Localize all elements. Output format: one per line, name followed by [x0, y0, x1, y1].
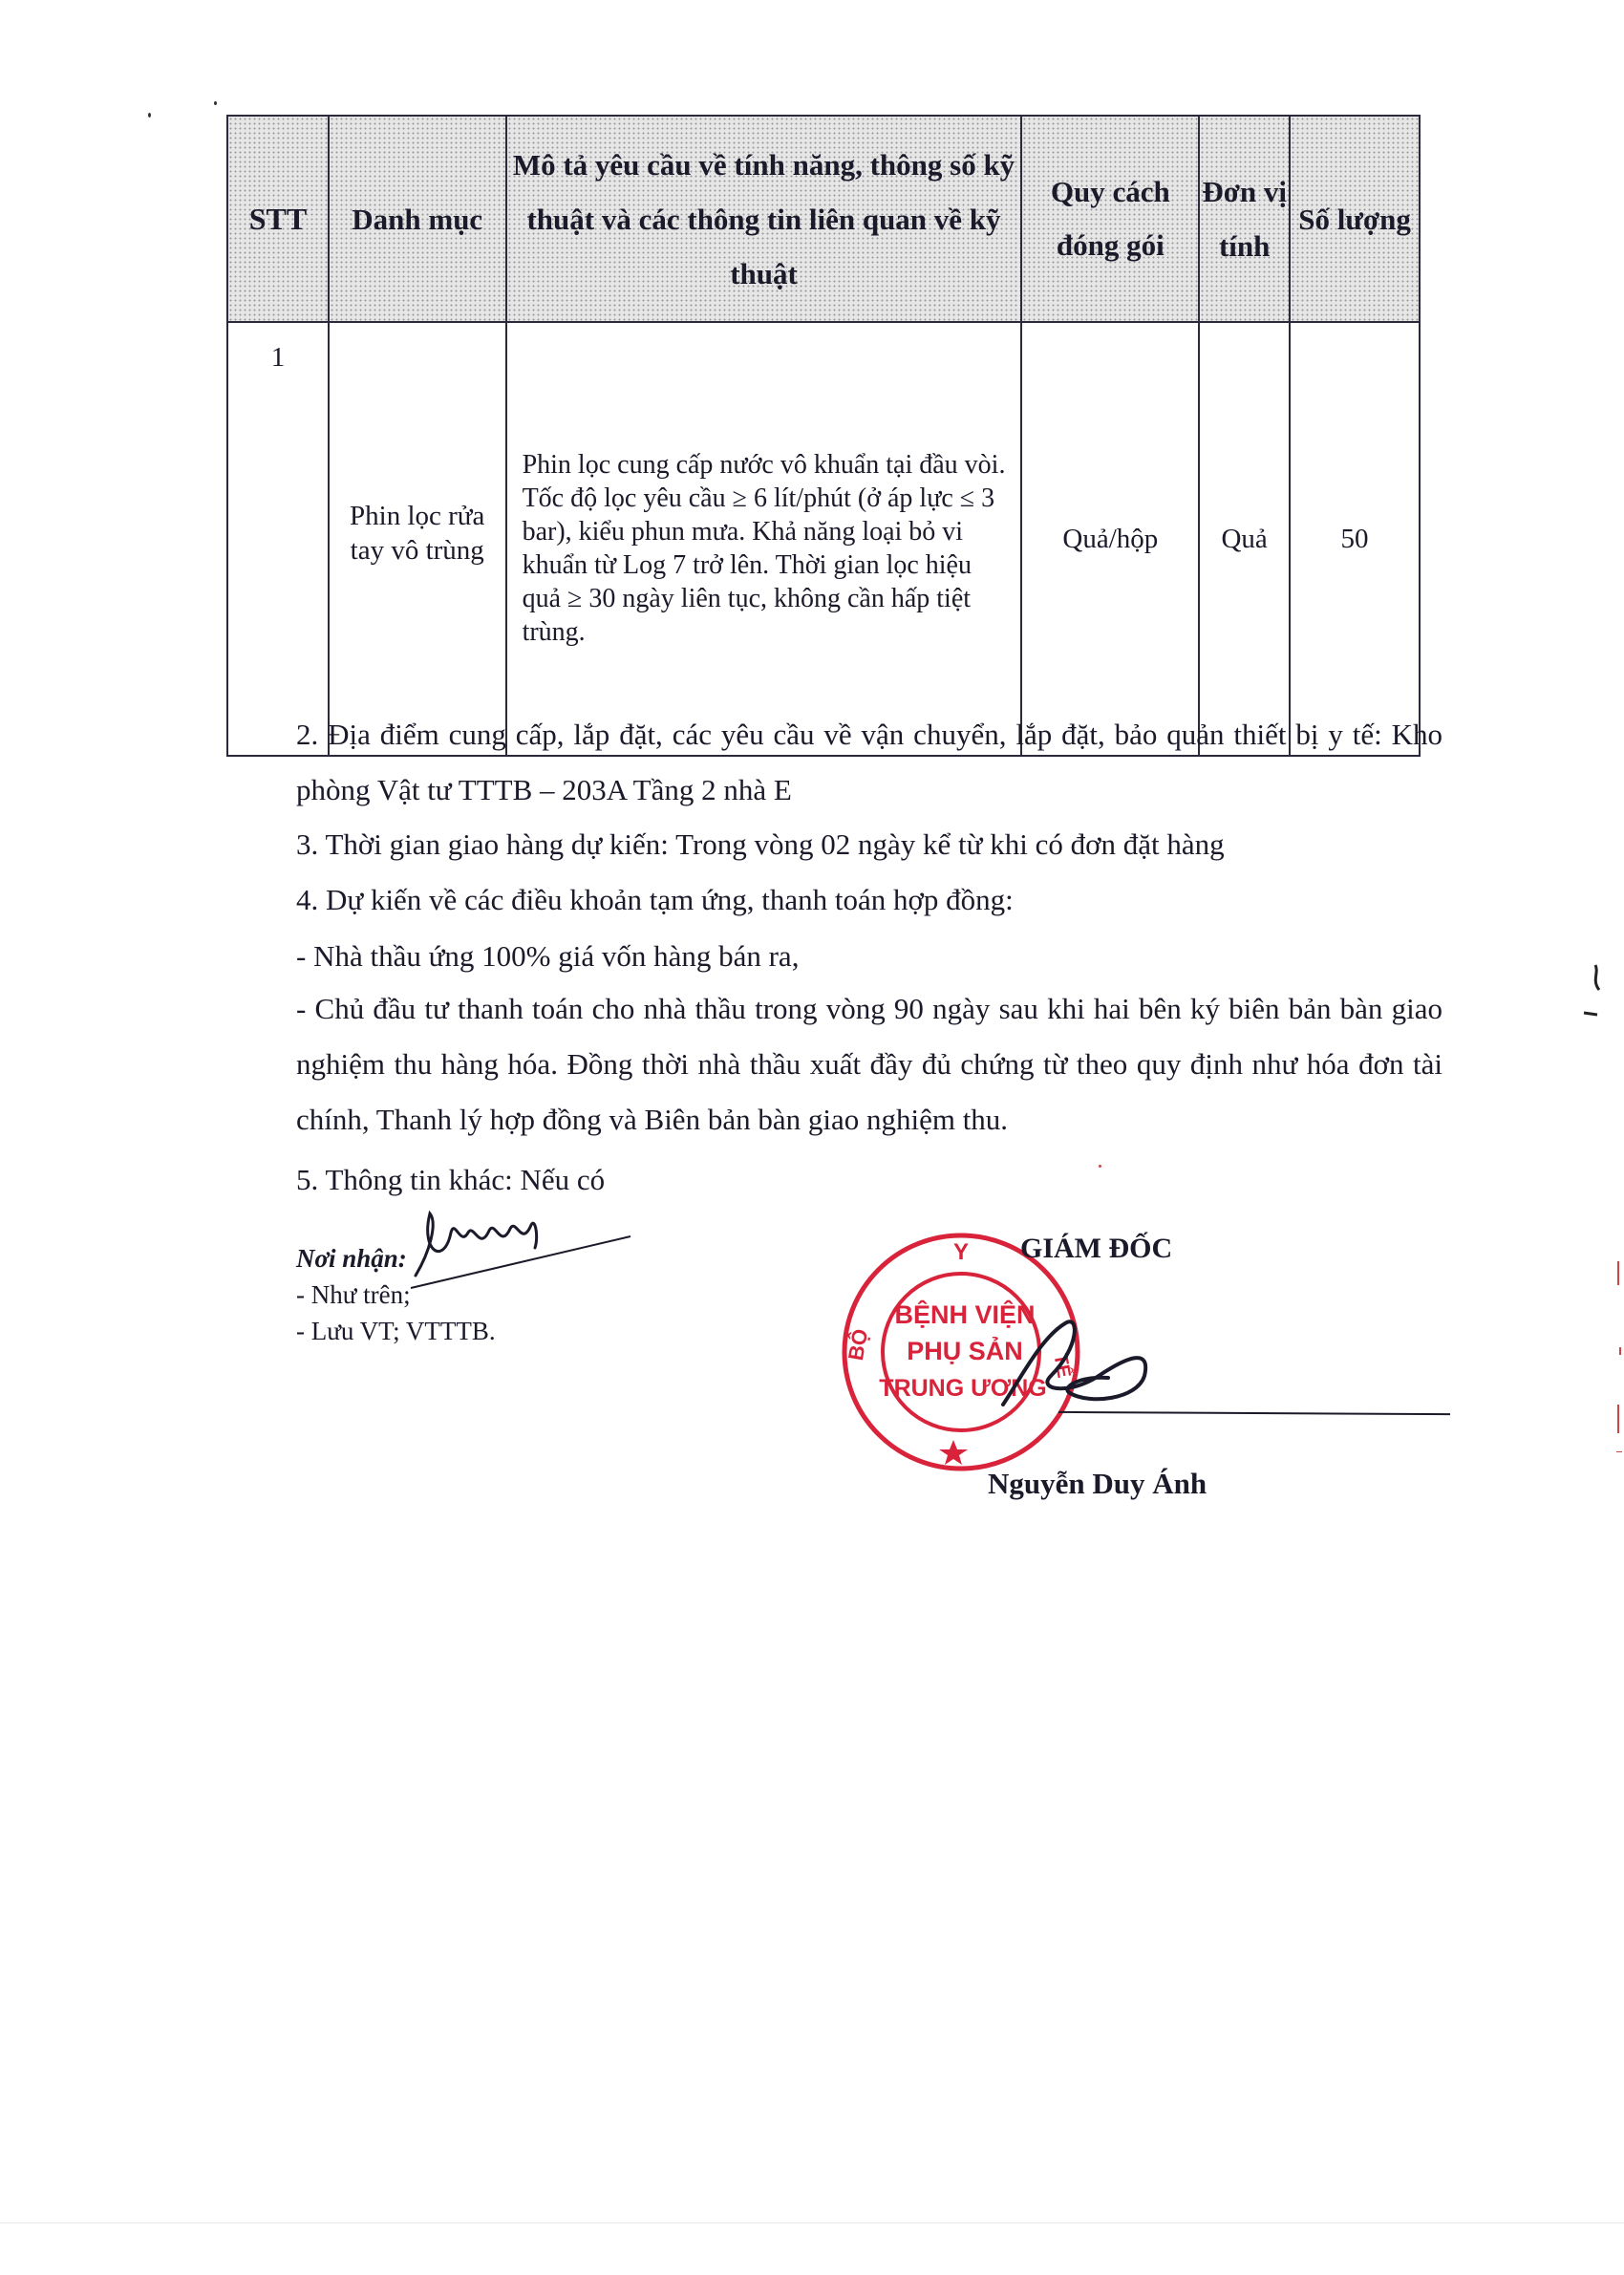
recipient-item: - Lưu VT; VTTTB.	[296, 1317, 496, 1345]
header-unit: Đơn vị tính	[1199, 116, 1290, 322]
signature-line	[1058, 1411, 1450, 1415]
stamp-line-2: PHỤ SẢN	[907, 1337, 1023, 1365]
header-stt: STT	[227, 116, 329, 322]
table-row	[227, 322, 1420, 756]
section-4a-advance: - Nhà thầu ứng 100% giá vốn hàng bán ra,	[296, 939, 800, 973]
stamp-top-letter: Y	[952, 1239, 970, 1265]
header-category: Danh mục	[329, 116, 506, 322]
stamp-left-letters: BỘ	[843, 1326, 873, 1363]
recipient-item: - Như trên;	[296, 1280, 411, 1309]
cell-quantity: 50	[1290, 322, 1420, 756]
section-4-payment-terms: 4. Dự kiến về các điều khoản tạm ứng, thanh toán hợp đồng:	[296, 883, 1014, 916]
stamp-star-icon	[939, 1440, 968, 1465]
cell-unit: Quả	[1199, 322, 1290, 756]
scan-speck	[148, 113, 151, 118]
recipients-label: Nơi nhận:	[296, 1244, 407, 1273]
stamp-right-letter: TẾ	[1049, 1351, 1075, 1380]
initial-signature	[392, 1194, 640, 1299]
section-4b-payment: - Chủ đầu tư thanh toán cho nhà thầu trong vòng 90 ngày sau khi hai bên ký biên bản bàn giao nghiệm thu hàng hóa. Đồng thời nhà thầu xuất đầy đủ chứng từ theo quy định như hóa đơn tài chính, Thanh lý hợp đồng và Biên bản bàn giao nghiệm thu.	[296, 992, 1442, 1136]
director-title: GIÁM ĐỐC	[1020, 1233, 1173, 1264]
cell-packaging: Quả/hộp	[1021, 322, 1199, 756]
stamp-line-1: BỆNH VIỆN	[894, 1300, 1036, 1329]
stamp-line-3: TRUNG ƯƠNG	[879, 1375, 1047, 1402]
header-packaging: Quy cách đóng gói	[1021, 116, 1199, 322]
page-bottom-edge	[0, 2222, 1624, 2223]
director-signature	[984, 1309, 1175, 1414]
scan-edge-marks	[1576, 955, 1624, 1452]
scan-speck	[214, 101, 217, 105]
cell-category: Phin lọc rửa tay vô trùng	[329, 322, 506, 756]
table-header-row	[227, 116, 1420, 322]
section-2-delivery-location: 2. Địa điểm cung cấp, lắp đặt, các yêu cầu về vận chuyển, lắp đặt, bảo quản thiết bị y tế: Kho phòng Vật tư TTTB – 203A Tầng 2 nhà E	[296, 718, 1442, 806]
director-name: Nguyễn Duy Ánh	[988, 1467, 1207, 1500]
cell-description: Phin lọc cung cấp nước vô khuẩn tại đầu vòi. Tốc độ lọc yêu cầu ≥ 6 lít/phút (ở áp lực ≤ 3 bar), kiểu phun mưa. Khả năng loại bỏ vi khuẩn từ Log 7 trở lên. Thời gian lọc hiệu quả ≥ 30 ngày liên tục, không cần hấp tiệt trùng.	[506, 322, 1022, 756]
cell-stt: 1	[227, 322, 329, 756]
header-description: Mô tả yêu cầu về tính năng, thông số kỹ thuật và các thông tin liên quan về kỹ thuật	[506, 116, 1022, 322]
specification-table	[226, 115, 1421, 757]
header-quantity: Số lượng	[1290, 116, 1420, 322]
section-3-delivery-time: 3. Thời gian giao hàng dự kiến: Trong vòng 02 ngày kể từ khi có đơn đặt hàng	[296, 827, 1225, 861]
section-5-other-info: 5. Thông tin khác: Nếu có	[296, 1163, 606, 1196]
